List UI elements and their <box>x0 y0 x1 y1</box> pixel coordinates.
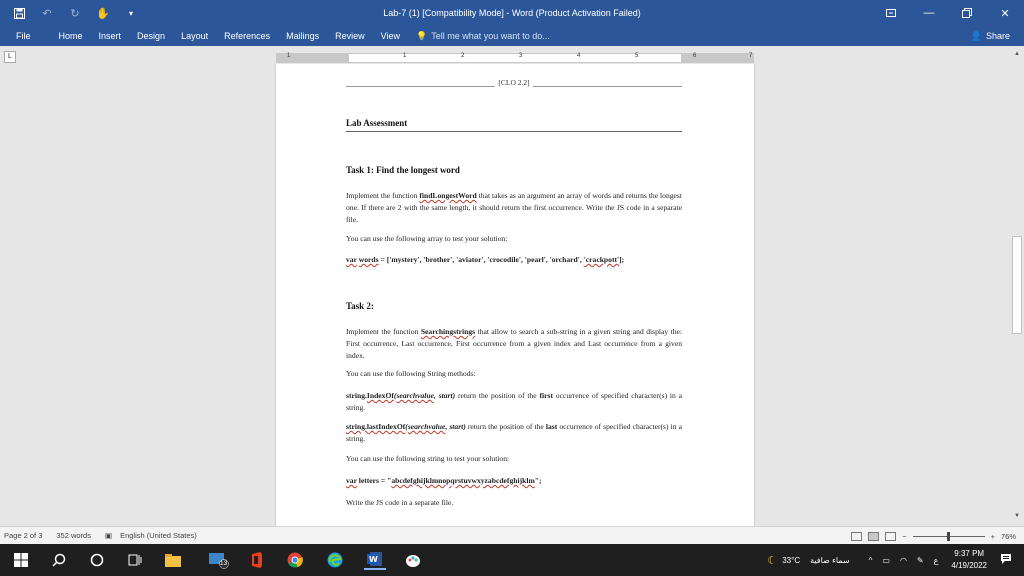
touch-mode-icon[interactable]: ✋ <box>96 7 110 20</box>
tab-selector[interactable]: L <box>4 51 16 63</box>
edge-icon[interactable] <box>324 550 346 570</box>
zoom-slider[interactable] <box>913 536 985 537</box>
task2-heading: Task 2: <box>346 301 374 311</box>
input-language-icon[interactable]: ع <box>933 555 939 565</box>
task2-method-lastindexof: string.lastIndexOf(searchvalue, start) return the position of the last occurrence of specified character(s) in a string. <box>346 422 682 443</box>
scroll-thumb[interactable] <box>1012 236 1022 334</box>
ruler-number: 3 <box>519 53 523 59</box>
tab-review[interactable]: Review <box>335 31 365 41</box>
clock-date: 4/19/2022 <box>951 561 987 570</box>
word-icon[interactable] <box>364 550 386 570</box>
page-count[interactable]: Page 2 of 3 <box>4 531 43 540</box>
close-icon[interactable]: ✕ <box>1000 7 1010 20</box>
windows-start-icon[interactable] <box>10 550 32 570</box>
task2-code: var letters = "abcdefghijklmnopqrstuvwxyzabcdefghijklm"; <box>346 476 542 485</box>
window-title: Lab-7 (1) [Compatibility Mode] - Word (Product Activation Failed) <box>383 8 641 18</box>
horizontal-ruler[interactable] <box>276 53 754 63</box>
tab-home[interactable]: Home <box>58 31 83 41</box>
task2-final-note: Write the JS code in a separate file. <box>346 498 454 507</box>
ruler-number: 2 <box>461 53 465 59</box>
read-mode-icon[interactable] <box>851 532 862 541</box>
scroll-down-icon[interactable]: ▼ <box>1014 513 1020 519</box>
status-bar <box>0 526 1024 544</box>
svg-text:W: W <box>369 555 378 564</box>
task-view-circle-icon[interactable] <box>86 550 108 570</box>
tab-design[interactable]: Design <box>137 31 166 41</box>
lab-heading: Lab Assessment <box>346 118 682 132</box>
ruler-number: 4 <box>577 53 581 59</box>
task1-code: var words = ['mystery', 'brother', 'aviator', 'crocodile', 'pearl', 'orchard', 'crackpott']; <box>346 255 625 264</box>
clock-time: 9:37 PM <box>954 549 985 558</box>
pen-icon[interactable]: ✎ <box>916 555 924 565</box>
restore-icon[interactable] <box>948 0 986 26</box>
task2-string-intro: You can use the following string to test your solution: <box>346 454 510 463</box>
battery-icon[interactable]: ▭ <box>882 555 890 565</box>
wifi-icon[interactable]: ◠ <box>899 555 907 565</box>
file-explorer-icon[interactable] <box>162 550 184 570</box>
tab-view[interactable]: View <box>380 31 401 41</box>
zoom-out-icon[interactable]: − <box>902 531 907 541</box>
customize-toolbar-icon[interactable]: ▾ <box>128 8 133 18</box>
word-count[interactable]: 352 words <box>56 531 91 540</box>
ruler-number: 1 <box>287 53 291 59</box>
quick-access-toolbar <box>0 0 138 26</box>
window-controls <box>872 0 1024 26</box>
chevron-up-icon[interactable]: ^ <box>868 555 873 565</box>
task2-methods-intro: You can use the following String methods: <box>346 369 476 378</box>
task2-description: Implement the function Searchingstrings that allow to search a sub-string in a given string and display the: First occurrence, Last occurrence, First occurrence from a given index and Last occurrence from a given index. <box>346 327 682 360</box>
tell-me-box[interactable] <box>408 31 550 42</box>
ruler-number: 7 <box>749 53 753 59</box>
tab-insert[interactable]: Insert <box>98 31 122 41</box>
undo-icon[interactable]: ↶ <box>42 7 52 20</box>
redo-icon[interactable]: ↻ <box>70 7 80 20</box>
share-label: Share <box>985 31 1010 41</box>
ruler-number: 6 <box>693 53 697 59</box>
ruler-right-margin <box>681 54 753 62</box>
task2-method-indexof: string.IndexOf(searchvalue, start) return the position of the first occurrence of specified character(s) in a string. <box>346 391 682 412</box>
save-icon[interactable] <box>12 6 26 20</box>
task1-array-intro: You can use the following array to test your solution: <box>346 234 508 243</box>
clock[interactable] <box>943 548 995 572</box>
tab-references[interactable]: References <box>224 31 271 41</box>
zoom-in-icon[interactable]: + <box>990 531 995 541</box>
taskbar <box>0 544 1024 576</box>
web-layout-icon[interactable] <box>885 532 896 541</box>
person-icon: 👤 <box>970 30 982 41</box>
task1-description: Implement the function findLongestWord that takes as an argument an array of words and returns the longest one. If there are 2 with the same length, it should return the first occurrence. Write the JS code in a separate file. <box>346 191 682 224</box>
proofing-icon[interactable]: ▣ <box>104 531 113 540</box>
zoom-level[interactable]: 76% <box>1000 531 1016 541</box>
minimize-icon[interactable]: — <box>923 7 935 19</box>
ruler-number: 5 <box>635 53 639 59</box>
notifications-icon[interactable] <box>995 553 1024 567</box>
mail-icon[interactable] <box>208 550 230 570</box>
share-button[interactable] <box>971 26 1010 46</box>
tab-layout[interactable]: Layout <box>181 31 209 41</box>
scroll-up-icon[interactable]: ▲ <box>1014 51 1020 57</box>
mail-badge: 13 <box>220 560 228 567</box>
paint-icon[interactable] <box>402 550 424 570</box>
weather-description[interactable]: سماء صافية <box>810 555 850 565</box>
document-page[interactable] <box>276 64 754 526</box>
language[interactable]: English (United States) <box>120 531 197 540</box>
document-area[interactable] <box>0 64 1010 526</box>
system-tray <box>762 544 1024 576</box>
task1-heading: Task 1: Find the longest word <box>346 165 460 175</box>
vertical-scrollbar[interactable] <box>1010 48 1024 526</box>
chrome-icon[interactable] <box>284 550 306 570</box>
ribbon-tabs <box>0 26 1024 46</box>
lightbulb-icon: 💡 <box>416 30 428 41</box>
print-layout-icon[interactable] <box>868 532 879 541</box>
tell-me-text: Tell me what you want to do... <box>431 31 550 41</box>
task-view-icon[interactable] <box>124 550 146 570</box>
tab-mailings[interactable]: Mailings <box>286 31 320 41</box>
search-icon[interactable] <box>48 550 70 570</box>
office-icon[interactable] <box>246 550 268 570</box>
title-bar <box>0 0 1024 26</box>
ribbon-display-options-icon[interactable] <box>872 0 910 26</box>
ruler-number: 1 <box>403 53 407 59</box>
moon-weather-icon[interactable]: ☾ <box>767 554 778 567</box>
zoom-knob[interactable] <box>947 532 950 541</box>
weather-temperature[interactable]: 33°C <box>782 555 801 565</box>
status-right <box>851 527 1016 545</box>
clo-line: [CLO 2.2] <box>346 78 682 94</box>
tab-file[interactable]: File <box>16 31 31 41</box>
